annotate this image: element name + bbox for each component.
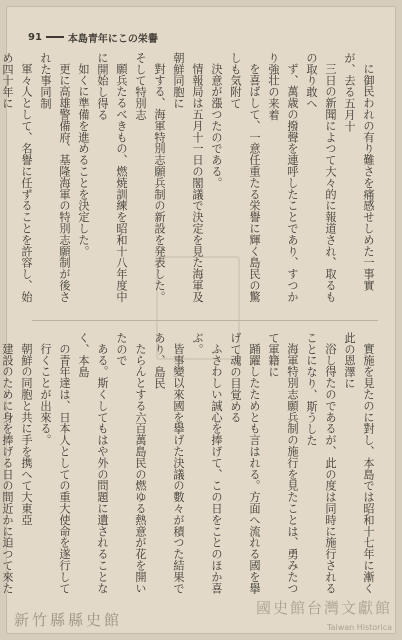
header-rule	[46, 36, 64, 38]
text-column: に御民われの有り難さを痛感せしめた一事實が、去る五月十	[343, 52, 375, 292]
text-column: 海軍特別志願兵制の施行を見たことは、勇みたつて軍籍に	[267, 332, 299, 594]
document-page	[1, 6, 396, 634]
text-column: 決意が漲つたのである。	[210, 63, 223, 189]
text-column: 三日の新聞によつて大々的に報道され、取るもの取り敢へ	[305, 52, 337, 303]
text-column: 更に高雄警備府、基隆海軍の特別志願制が後された事同制	[39, 52, 71, 303]
section-divider	[32, 320, 378, 321]
text-column: の青年達は、日本人としての重大使命を遂行して	[58, 343, 71, 594]
page-header	[28, 28, 388, 46]
page-number: 91	[28, 31, 42, 43]
archive-stamp-right: 國史館台灣文獻館	[255, 599, 392, 617]
bottom-text-block	[1, 332, 378, 598]
text-column: ず、萬歳の撥聲を連呼したことであり、すつかり強壮の来着	[267, 52, 299, 303]
text-column: 踊躍したためとも言はれる。方面へ流れる國を擧げて魂の目覚める	[229, 332, 261, 594]
text-column: 情報局は五月十一日の閣議で決定を見た海軍及朝鮮同胞に	[172, 52, 204, 303]
text-column: 朝鮮の同胞と共に手を携へて大東亞	[20, 343, 33, 526]
text-column: 如くに準備を進めることを決定した。	[77, 63, 90, 257]
text-column: ある。斯くしてもはや外の問題に遺されることなく、本島	[77, 332, 109, 594]
top-text-block	[1, 52, 378, 310]
text-column: 軍々人として、名譽に任ずることを許容し、始め四十年に	[1, 52, 33, 303]
archive-stamp-right-sub: Taiwan Historica	[327, 623, 392, 632]
page-title: 本島青年にこの栄譽	[67, 33, 158, 45]
text-column: を喜ばして、一意任重たる栄譽に輝く島民の驚しも気附て	[229, 52, 261, 303]
text-column: 浴し得たのであるが、此の度は同時に施行されることになり、斯うした	[305, 332, 337, 594]
text-column: 實施を見たのに對し、本島では昭和十七年に漸く此の恩澤に	[343, 332, 375, 594]
archive-stamp-left: 新竹縣縣史館	[14, 611, 123, 629]
text-column: 皆事變以來國を擧げた決議の數々が積つた結果であり、島民	[153, 332, 185, 594]
text-column: 行くことが出來る。	[39, 343, 52, 446]
text-column: ふさわしい誠心を捧げて、この日をことのほか喜ぶ。	[191, 332, 223, 594]
text-column: 對する、海軍特別志願兵制の新設を発表した。そして特別志	[134, 52, 166, 303]
text-column: 建設のために身を捧げる日の間近かに迫つて來た	[1, 343, 14, 594]
text-column: たらんとする六百萬島民の燃ゆる熱意が花を開いたので	[115, 332, 147, 594]
text-column: 願兵たるべきもの、燃焼訓練を昭和十八年度中に開始し得る	[96, 52, 128, 303]
